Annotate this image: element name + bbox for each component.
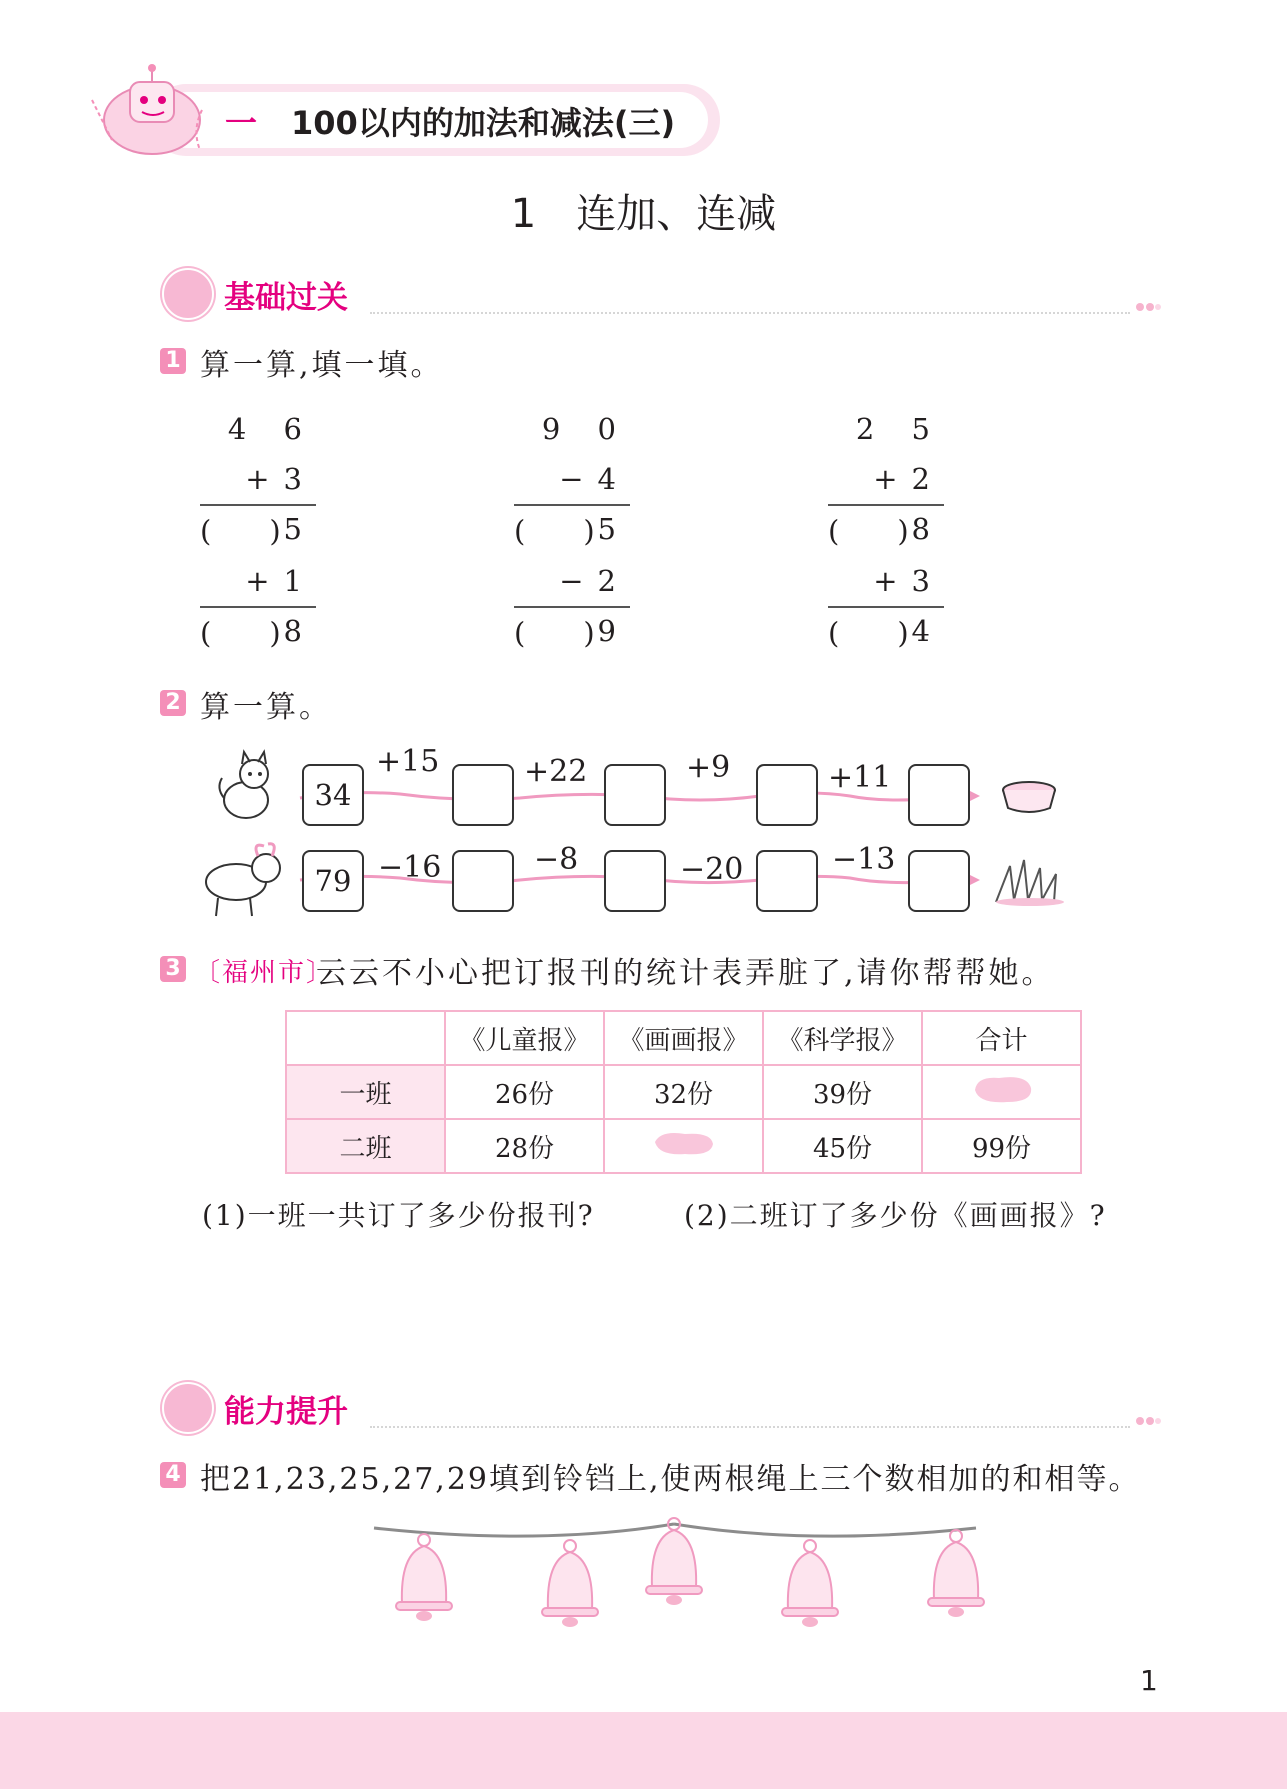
answer-box[interactable] (452, 850, 514, 912)
answer-box[interactable] (452, 764, 514, 826)
answer-blank[interactable]: ( ) (828, 616, 909, 650)
robot-mascot-icon (82, 60, 212, 160)
section-title-basic: 基础过关 (224, 280, 348, 316)
table-header-row (286, 1011, 1081, 1065)
calc-top: 4 6 (227, 412, 316, 446)
bell-2[interactable] (542, 1540, 598, 1627)
cat-icon (214, 748, 284, 828)
bell-1[interactable] (396, 1534, 452, 1621)
unit-title-text: 100以内的加法和减法(三) (291, 104, 676, 142)
vertical-calc-3 (828, 404, 944, 658)
question-2-prompt: 算一算。 (200, 690, 332, 725)
monkey-avatar-icon (162, 1382, 214, 1434)
grass-icon (990, 856, 1072, 908)
chain-op: −13 (832, 842, 896, 877)
row-label: 二班 (286, 1119, 445, 1173)
answer-box[interactable] (756, 850, 818, 912)
chain-op: −20 (680, 852, 744, 887)
row-label: 一班 (286, 1065, 445, 1119)
calc-op1: −4 5 (559, 462, 630, 546)
subscription-table (285, 1010, 1082, 1174)
question-4-prompt: 把21,23,25,27,29填到铃铛上,使两根绳上三个数相加的和相等。 (200, 1462, 1141, 1497)
bells-on-ropes (360, 1510, 990, 1630)
bell-3[interactable] (646, 1518, 702, 1605)
answer-blank[interactable]: ( ) (514, 514, 595, 548)
table-corner (286, 1011, 445, 1065)
smudged-cell (922, 1065, 1081, 1119)
chain-start-box: 79 (302, 850, 364, 912)
chain-op: +11 (828, 760, 892, 795)
calc-op2: −2 9 (559, 564, 630, 648)
question-3-prompt: 云云不小心把订报刊的统计表弄脏了,请你帮帮她。 (316, 956, 1055, 991)
sub-question-2: (2)二班订了多少份《画画报》? (684, 1199, 1107, 1232)
table-cell: 28份 (445, 1119, 604, 1173)
region-tag: 〔福州市〕 (194, 958, 335, 988)
bell-4[interactable] (782, 1540, 838, 1627)
answer-blank[interactable]: ( ) (514, 616, 595, 650)
question-badge-4: 4 (160, 1462, 186, 1488)
table-row (286, 1065, 1081, 1119)
table-cell: 32份 (604, 1065, 763, 1119)
answer-box[interactable] (604, 764, 666, 826)
ink-smudge-icon (969, 1072, 1035, 1106)
lesson-title: 1 连加、连减 (510, 191, 777, 237)
page-number: 1 (1140, 1664, 1158, 1697)
calc-op2: +3 4 (873, 564, 944, 648)
goat-icon (198, 838, 290, 918)
table-header: 《科学报》 (763, 1011, 922, 1065)
calc-top: 2 5 (855, 412, 944, 446)
calc-top: 9 0 (541, 412, 630, 446)
question-badge-3: 3 (160, 956, 186, 982)
table-cell: 99份 (922, 1119, 1081, 1173)
rope-left (374, 1524, 674, 1536)
answer-blank[interactable]: ( ) (828, 514, 909, 548)
table-cell: 26份 (445, 1065, 604, 1119)
chain-start-box: 34 (302, 764, 364, 826)
question-1-prompt: 算一算,填一填。 (200, 348, 444, 383)
girl-avatar-icon (162, 268, 214, 320)
chain-op: −16 (378, 850, 442, 885)
chain-op: −8 (534, 842, 579, 877)
section-divider (370, 1426, 1130, 1428)
chain-op: +9 (686, 750, 731, 785)
unit-number: 一 (225, 104, 258, 142)
table-cell: 39份 (763, 1065, 922, 1119)
bell-5[interactable] (928, 1530, 984, 1617)
chain-op: +15 (376, 744, 440, 779)
answer-box[interactable] (756, 764, 818, 826)
calc-op1: +2 8 (873, 462, 944, 546)
table-cell: 45份 (763, 1119, 922, 1173)
dots-icon (1135, 1414, 1161, 1428)
pet-bowl-icon (996, 776, 1062, 816)
bottom-band (0, 1712, 1287, 1789)
answer-blank[interactable]: ( ) (200, 616, 281, 650)
calc-op1: +3 5 (245, 462, 316, 546)
sub-question-1: (1)一班一共订了多少份报刊? (202, 1199, 595, 1232)
chain-op: +22 (524, 754, 588, 789)
rope-right (674, 1524, 976, 1536)
table-header: 合计 (922, 1011, 1081, 1065)
question-badge-1: 1 (160, 348, 186, 374)
section-title-advanced: 能力提升 (224, 1394, 348, 1430)
answer-blank[interactable]: ( ) (200, 514, 281, 548)
table-row (286, 1119, 1081, 1173)
table-header: 《画画报》 (604, 1011, 763, 1065)
vertical-calc-1 (200, 404, 316, 658)
answer-box[interactable] (604, 850, 666, 912)
dots-icon (1135, 300, 1161, 314)
answer-box[interactable] (908, 764, 970, 826)
answer-box[interactable] (908, 850, 970, 912)
question-badge-2: 2 (160, 690, 186, 716)
vertical-calc-2 (514, 404, 630, 658)
section-divider (370, 312, 1130, 314)
ink-smudge-icon (651, 1126, 717, 1160)
calc-op2: +1 8 (245, 564, 316, 648)
unit-title (225, 98, 675, 144)
smudged-cell (604, 1119, 763, 1173)
table-header: 《儿童报》 (445, 1011, 604, 1065)
